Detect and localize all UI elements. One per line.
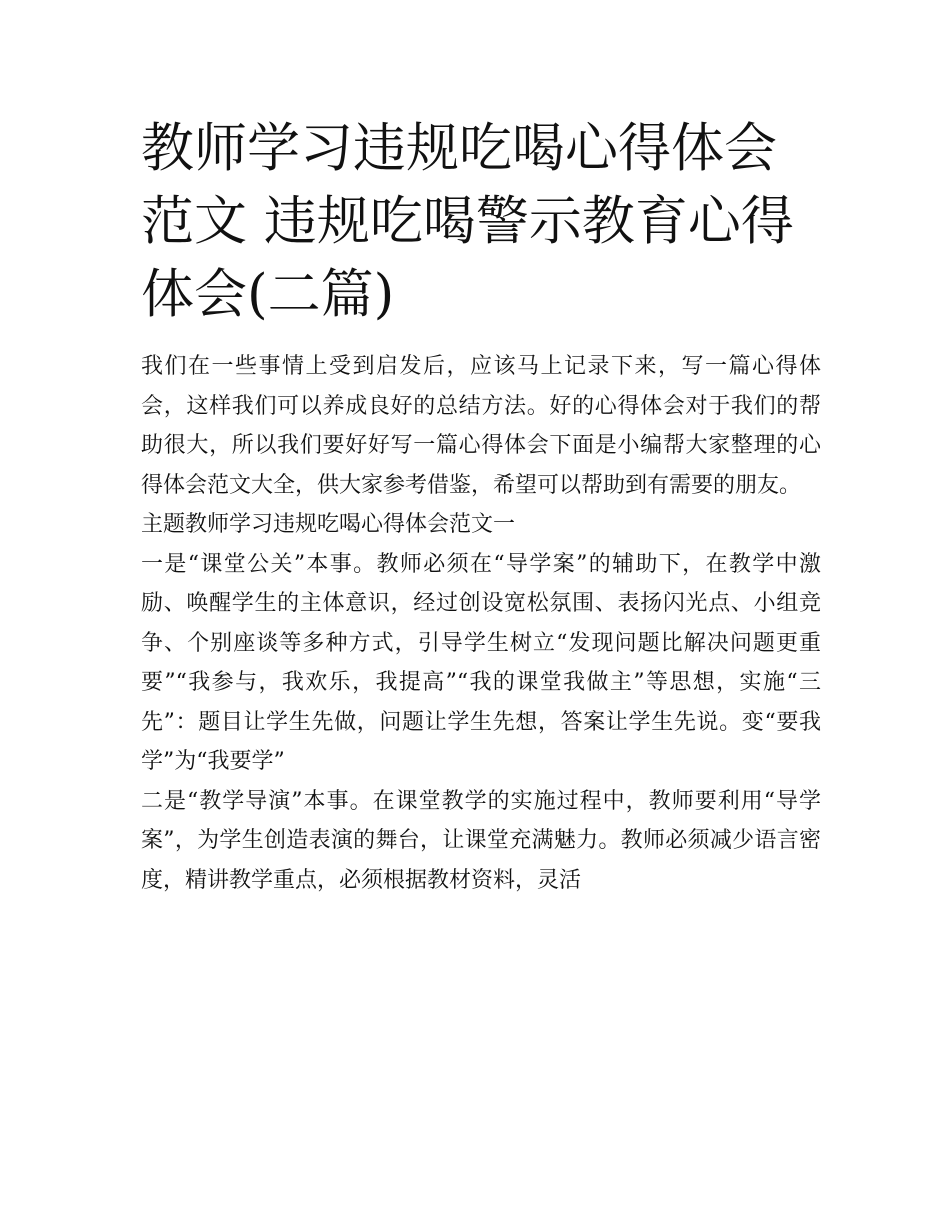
intro-paragraph: 我们在一些事情上受到启发后，应该马上记录下来，写一篇心得体会，这样我们可以养成良好的总结方法。好的心得体会对于我们的帮助很大，所以我们要好好写一篇心得体会下面是小编帮大家整理的心得体会范文大全，供大家参考借鉴，希望可以帮助到有需要的朋友。 — [141, 354, 821, 498]
document-title: 教师学习违规吃喝心得体会范文 违规吃喝警示教育心得体会(二篇) — [141, 118, 794, 325]
document-body — [141, 347, 821, 900]
body-paragraph: 二是“教学导演”本事。在课堂教学的实施过程中，教师要利用“导学案”，为学生创造表演的舞台，让课堂充满魅力。教师必须减少语言密度，精讲教学重点，必须根据教材资料，灵活 — [141, 788, 821, 893]
body-paragraph: 一是“课堂公关”本事。教师必须在“导学案”的辅助下，在教学中激励、唤醒学生的主体意识，经过创设宽松氛围、表扬闪光点、小组竞争、个别座谈等多种方式，引导学生树立“发现问题比解决问题更重要”“我参与，我欢乐，我提高”“我的课堂我做主”等思想，实施“三先”：题目让学生先做，问题让学生先想，答案让学生先说。变“要我学”为“我要学” — [141, 551, 821, 774]
document-page — [141, 112, 821, 900]
section-heading: 主题教师学习违规吃喝心得体会范文一 — [141, 512, 516, 537]
